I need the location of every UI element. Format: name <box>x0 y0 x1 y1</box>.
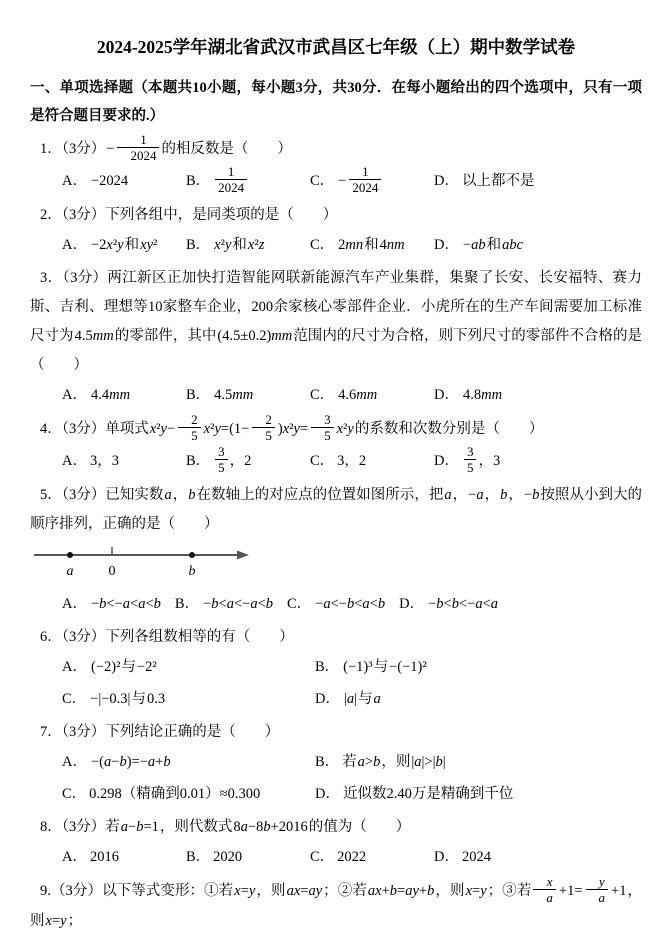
question-options <box>62 748 642 809</box>
math-text: ax+b=ay+b <box>367 882 435 899</box>
option-content <box>90 167 129 196</box>
option-content <box>427 590 499 619</box>
math-text: a−b=1 <box>120 819 159 835</box>
option-content <box>462 843 491 872</box>
text-run: 和 <box>124 237 140 253</box>
option-content <box>89 685 166 714</box>
question-options <box>62 653 642 714</box>
answer-option <box>186 166 310 197</box>
point-dot <box>67 552 73 558</box>
question-q9 <box>30 876 642 936</box>
text-run: ；③若 <box>487 882 532 899</box>
option-content <box>213 381 254 410</box>
option-content <box>343 780 513 809</box>
option-content <box>342 748 446 777</box>
option-label: D． <box>434 453 459 469</box>
option-content <box>337 166 383 197</box>
text-run: 与 <box>131 691 146 707</box>
option-content <box>462 167 535 196</box>
math-text: b <box>188 487 196 503</box>
text-run: ， <box>172 487 188 503</box>
option-label: C． <box>287 596 312 612</box>
math-text: ax=ay <box>286 882 323 899</box>
option-content <box>213 843 242 872</box>
axis-label: b <box>188 564 196 579</box>
option-label: A． <box>62 659 87 675</box>
section-heading: 一、单项选择题（本题共10小题，每小题3分，共30分．在每小题给出的四个选项中，只有一项是符合题目要求的.） <box>30 80 642 124</box>
option-label: B． <box>186 453 211 469</box>
text-run: 与 <box>358 691 373 707</box>
math-text: a <box>444 487 452 503</box>
math-text: −b<b<−a<a <box>428 596 498 612</box>
text-run: 2016 <box>89 849 119 865</box>
answer-option <box>62 447 186 476</box>
option-content <box>90 653 158 682</box>
option-label: C． <box>310 849 335 865</box>
math-text: 0.3 <box>146 691 166 707</box>
fraction: $\frac{3}{5}$ <box>215 444 228 475</box>
math-text: x=y <box>234 882 256 899</box>
option-label: B． <box>315 754 340 770</box>
text-run: 在数轴上的对应点的位置如图所示，把 <box>196 487 444 503</box>
answer-option <box>186 231 310 260</box>
math-text: x²y− <box>149 420 176 437</box>
text-run: 的相反数是（ ） <box>161 140 292 157</box>
answer-option <box>310 447 434 476</box>
question-options <box>62 231 642 260</box>
math-text: −ab <box>462 237 486 253</box>
text-run: ，2 <box>229 452 252 469</box>
math-text: 4nm <box>379 237 405 253</box>
math-text: 8a−8b+2016 <box>233 819 308 835</box>
math-text: 4.8mm <box>462 387 503 403</box>
answer-option <box>62 653 315 682</box>
math-text: (−1)³ <box>343 659 373 675</box>
option-label: A． <box>62 453 87 469</box>
option-content <box>462 446 500 477</box>
text-run: 的系数和次数分别是（ ） <box>354 420 544 437</box>
answer-option <box>62 590 162 619</box>
math-text: |a|>|b| <box>411 754 446 770</box>
axis-label: 0 <box>108 564 116 579</box>
text-run: 以上都不是 <box>461 173 535 189</box>
math-text: 4.6mm <box>338 387 378 403</box>
math-text: )x²y= <box>277 420 309 437</box>
text-run: 和 <box>364 237 379 253</box>
answer-option <box>175 590 274 619</box>
text-run: 9.（3分）以下等式变形：①若 <box>40 882 234 899</box>
text-run: 3．（3分）两江新区正加快打造智能网联新能源汽车产业集群，集聚了长安、长安福特、赛力斯、吉利、理想等10家整车企业，200余家核心零部件企业．小虎所在的生产车间需要加工标准尺寸为 <box>30 270 642 344</box>
option-content <box>90 843 119 872</box>
math-text: a <box>373 691 381 707</box>
question-stem <box>30 718 642 747</box>
text-run: ，则 <box>256 882 286 899</box>
question-stem <box>30 623 642 652</box>
option-label: A． <box>62 754 87 770</box>
option-content <box>90 231 158 260</box>
math-text: − <box>338 172 347 189</box>
fraction: $\frac{x}{a}$ <box>533 874 556 905</box>
text-run: 2024 <box>461 849 491 865</box>
fraction: $\frac{1}{2024}$ <box>349 164 381 195</box>
answer-option <box>315 748 642 777</box>
page-title: 2024-2025学年湖北省武汉市武昌区七年级（上）期中数学试卷 <box>96 37 576 57</box>
question-figure <box>32 543 642 588</box>
math-text: −2x²y <box>90 237 124 253</box>
option-content <box>89 780 260 809</box>
text-run: 3，2 <box>337 453 367 469</box>
answer-option <box>434 381 558 410</box>
number-line-figure <box>32 543 257 583</box>
math-text: −(−1)² <box>389 659 427 675</box>
fraction: $\frac{2}{5}$ <box>178 412 201 443</box>
math-text: −2024 <box>90 173 129 189</box>
text-run: ， <box>484 487 500 503</box>
option-label: C． <box>310 237 335 253</box>
text-run: ； <box>67 913 83 929</box>
math-text: abc <box>502 237 524 253</box>
point-dot <box>189 552 195 558</box>
question-options <box>62 381 642 410</box>
math-text: x²y=(1− <box>203 420 250 437</box>
option-content <box>337 843 366 872</box>
option-label: C． <box>310 453 335 469</box>
answer-option <box>315 685 642 714</box>
answer-option <box>434 843 558 872</box>
text-run: 0.298（精确到0.01）≈0.300 <box>89 786 261 802</box>
answer-option <box>399 590 499 619</box>
text-run: ，则 <box>30 882 643 929</box>
text-run: 和 <box>486 237 502 253</box>
question-q7 <box>30 718 642 809</box>
text-run: 2022 <box>337 849 367 865</box>
math-text: 4.5mm <box>74 328 114 344</box>
text-run: 8．（3分）若 <box>40 819 120 835</box>
option-label: B． <box>186 237 211 253</box>
answer-option <box>62 231 186 260</box>
math-text: − <box>106 140 115 157</box>
text-run: 近似数2.40万是精确到千位 <box>342 786 514 802</box>
text-run: 2020 <box>213 849 243 865</box>
text-run: 范围内的尺寸为合格，则下列尺寸的零部件不合格的是（ ） <box>30 328 642 373</box>
answer-option <box>62 167 186 196</box>
answer-option <box>186 843 310 872</box>
option-label: B． <box>186 387 211 403</box>
math-text: x=y <box>465 882 487 899</box>
option-content <box>462 231 524 260</box>
answer-option <box>186 446 310 477</box>
text-run: 1．（3分） <box>40 140 106 157</box>
option-label: A． <box>62 596 87 612</box>
option-label: B． <box>174 596 200 612</box>
answer-option <box>434 231 558 260</box>
question-q3 <box>30 264 642 410</box>
answer-option <box>186 381 310 410</box>
option-content <box>202 590 274 619</box>
option-label: D． <box>399 596 425 612</box>
math-text: −b <box>523 487 540 503</box>
option-label: C． <box>62 691 87 707</box>
math-text: −(a−b)=−a+b <box>90 754 171 770</box>
answer-option <box>310 231 434 260</box>
math-text: +1= <box>558 882 583 899</box>
option-content <box>337 447 366 476</box>
fraction: $\frac{3}{5}$ <box>464 444 477 475</box>
answer-option <box>287 590 386 619</box>
option-label: D． <box>315 786 340 802</box>
text-run: 和 <box>232 237 247 253</box>
question-stem <box>30 264 642 380</box>
option-label: C． <box>62 786 87 802</box>
question-options <box>62 446 642 477</box>
question-q6 <box>30 623 642 714</box>
math-text: −b<−a<a<b <box>90 596 161 612</box>
text-run: 的值为（ ） <box>308 819 411 835</box>
option-content <box>90 748 172 777</box>
math-text: |a| <box>343 691 358 707</box>
question-q1 <box>30 134 642 197</box>
text-run: 若 <box>342 754 357 770</box>
answer-option <box>62 381 186 410</box>
question-options <box>62 166 642 197</box>
option-content <box>462 381 503 410</box>
math-text: a <box>164 487 172 503</box>
option-content <box>213 446 251 477</box>
text-run: ， <box>452 487 468 503</box>
text-run: 与 <box>373 659 389 675</box>
math-text: −2² <box>136 659 157 675</box>
option-content <box>90 381 131 410</box>
math-text: −a <box>468 487 484 503</box>
answer-option <box>62 843 186 872</box>
axis-label: a <box>66 564 74 579</box>
answer-option <box>310 166 434 197</box>
math-text: b <box>500 487 508 503</box>
text-run: 与 <box>121 659 136 675</box>
math-text: x²y <box>336 420 354 437</box>
math-text: +1 <box>611 882 627 899</box>
math-text: −a<−b<a<b <box>315 596 386 612</box>
option-content <box>213 166 249 197</box>
option-label: C． <box>310 173 335 189</box>
question-stem <box>30 481 642 539</box>
option-content <box>314 590 386 619</box>
option-label: C． <box>310 387 335 403</box>
text-run: 2．（3分）下列各组中，是同类项的是（ ） <box>40 207 338 223</box>
answer-option <box>434 446 558 477</box>
option-content <box>90 590 162 619</box>
text-run: 4．（3分）单项式 <box>40 420 149 437</box>
fraction: $\frac{1}{2024}$ <box>215 164 247 195</box>
question-stem <box>30 876 642 936</box>
answer-option <box>315 780 642 809</box>
answer-option <box>434 167 558 196</box>
option-label: D． <box>434 387 459 403</box>
option-content <box>90 447 119 476</box>
answer-option <box>62 780 315 809</box>
option-label: A． <box>62 849 87 865</box>
math-text: 2mn <box>338 237 364 253</box>
fraction: $\frac{3}{5}$ <box>311 412 334 443</box>
fraction: $\frac{2}{5}$ <box>252 412 275 443</box>
option-label: B． <box>186 849 211 865</box>
question-stem <box>30 414 642 445</box>
question-list <box>30 134 642 936</box>
fraction: $\frac{y}{a}$ <box>586 874 609 905</box>
option-content <box>337 381 378 410</box>
answer-option <box>62 748 315 777</box>
answer-option <box>310 381 434 410</box>
answer-option <box>310 843 434 872</box>
arrow-right-icon <box>237 551 249 560</box>
text-run: ，则 <box>381 754 411 770</box>
math-text: (−2)² <box>90 659 121 675</box>
option-content <box>342 653 428 682</box>
question-options <box>62 843 642 872</box>
option-label: D． <box>434 849 459 865</box>
text-run: 5．（3分）已知实数 <box>40 487 164 503</box>
math-text: x²z <box>247 237 265 253</box>
option-content <box>213 231 265 260</box>
question-q2 <box>30 201 642 260</box>
question-q4 <box>30 414 642 477</box>
text-run: ，3 <box>478 452 501 469</box>
text-run: ，则 <box>435 882 465 899</box>
option-content <box>337 231 405 260</box>
answer-option <box>62 685 315 714</box>
math-text: (4.5±0.2)mm <box>217 328 293 344</box>
fraction: $\frac{1}{2024}$ <box>117 132 159 163</box>
question-stem <box>30 813 642 842</box>
option-label: D． <box>315 691 340 707</box>
option-label: A． <box>62 237 87 253</box>
question-stem <box>30 134 642 165</box>
math-text: x²y <box>214 237 232 253</box>
text-run: 的零部件，其中 <box>114 328 217 344</box>
math-text: −|−0.3| <box>90 691 131 707</box>
answer-option <box>315 653 642 682</box>
question-stem <box>30 201 642 230</box>
text-run: 按照从小到大的顺序排列，正确的是（ ） <box>30 487 643 532</box>
math-text: x=y <box>45 913 67 929</box>
math-text: a>b <box>357 754 381 770</box>
text-run: ，则代数式 <box>159 819 233 835</box>
math-text: 4.5mm <box>214 387 254 403</box>
question-options <box>62 590 642 619</box>
question-q5 <box>30 481 642 619</box>
text-run: ；②若 <box>323 882 367 899</box>
option-label: A． <box>62 173 87 189</box>
option-label: B． <box>315 659 340 675</box>
math-text: −b<a<−a<b <box>203 596 273 612</box>
text-run: 7．（3分）下列结论正确的是（ ） <box>40 724 280 740</box>
text-run: 3，3 <box>89 453 119 469</box>
option-content <box>343 685 382 714</box>
text-run: 6．（3分）下列各组数相等的有（ ） <box>40 629 294 645</box>
math-text: xy² <box>140 237 158 253</box>
option-label: B． <box>186 173 211 189</box>
option-label: A． <box>62 387 87 403</box>
option-label: D． <box>434 237 459 253</box>
text-run: ， <box>508 487 523 503</box>
option-label: D． <box>434 173 459 189</box>
math-text: 4.4mm <box>90 387 131 403</box>
question-q8 <box>30 813 642 872</box>
